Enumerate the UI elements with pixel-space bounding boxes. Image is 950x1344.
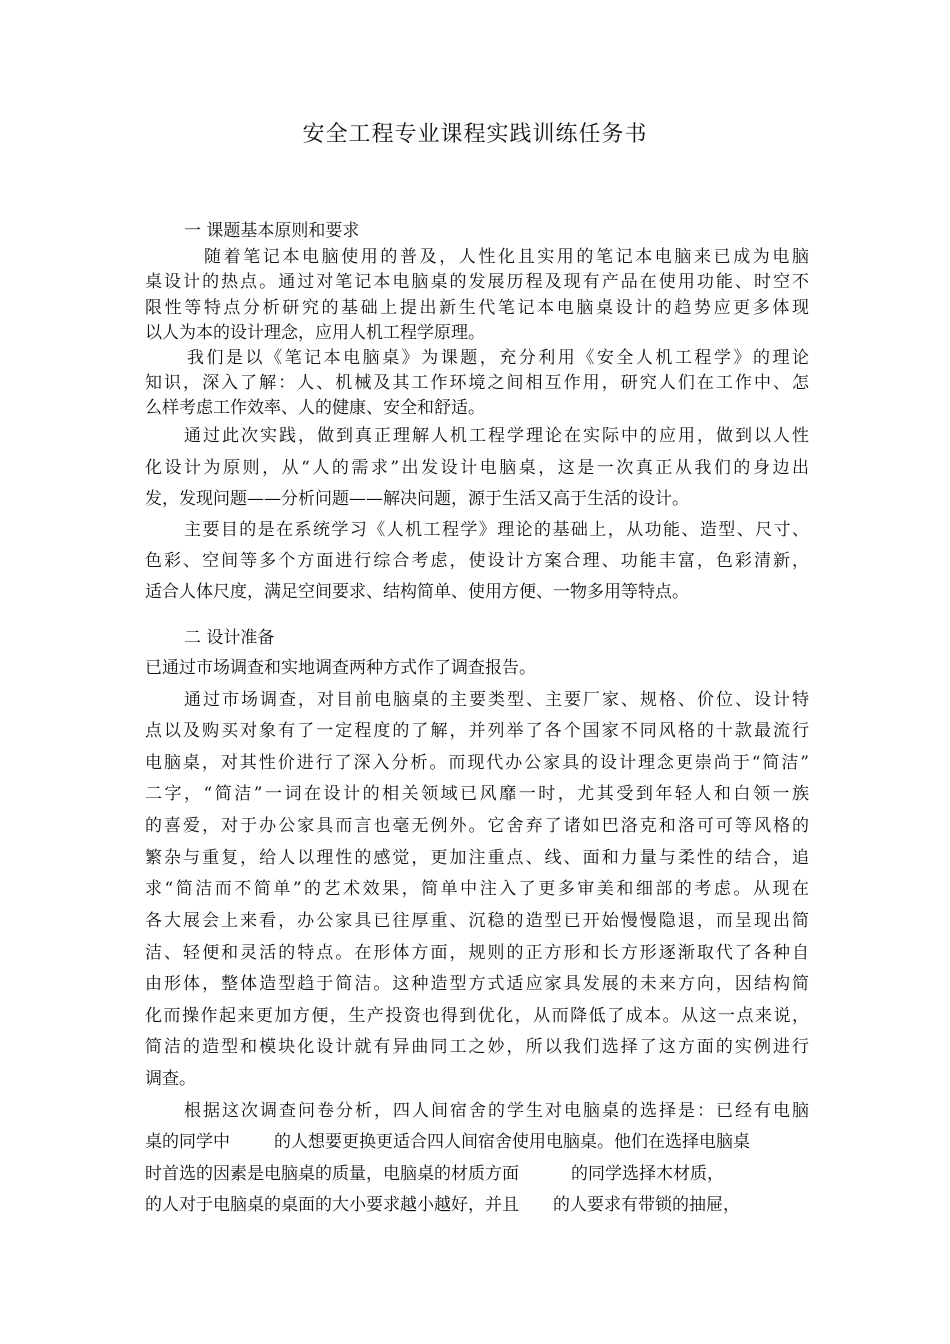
paragraph-line: 繁杂与重复，给人以理性的感觉，更加注重点、线、面和力量与柔性的结合，追: [145, 848, 809, 868]
text-segment: 的人想要更换更适合四人间宿舍使用电脑桌。他们在选择电脑桌: [274, 1132, 750, 1152]
paragraph-line: 二字，“简洁”一词在设计的相关领域已风靡一时，尤其受到年轻人和白领一族: [145, 784, 809, 804]
paragraph-line: 已通过市场调查和实地调查两种方式作了调查报告。: [145, 658, 536, 678]
text-segment: 的人对于电脑桌的桌面的大小要求越小越好，并且: [145, 1195, 519, 1215]
paragraph-line: [145, 1159, 809, 1184]
paragraph-line: 限性等特点分析研究的基础上提出新生代笔记本电脑桌设计的趋势应更多体现: [145, 298, 809, 318]
paragraph-line: 么样考虑工作效率、人的健康、安全和舒适。: [145, 398, 485, 418]
text-segment: 时首选的因素是电脑桌的质量，电脑桌的材质方面: [145, 1164, 519, 1184]
paragraph-line: 电脑桌，对其性价进行了深入分析。而现代办公家具的设计理念更崇尚于“简洁”: [145, 753, 809, 773]
text-segment: 桌的同学中: [145, 1132, 230, 1152]
paragraph-line: [145, 1190, 809, 1215]
paragraph-line: 通过此次实践，做到真正理解人机工程学理论在实际中的应用，做到以人性: [184, 426, 809, 446]
paragraph-line: 点以及购买对象有了一定程度的了解，并列举了各个国家不同风格的十款最流行: [145, 721, 809, 741]
paragraph-line: 调查。: [145, 1069, 196, 1089]
text-segment: 的同学选择木材质，: [571, 1164, 724, 1184]
paragraph-line: 根据这次调查问卷分析，四人间宿舍的学生对电脑桌的选择是：已经有电脑: [184, 1101, 809, 1121]
paragraph-line: 简洁的造型和模块化设计就有异曲同工之妙，所以我们选择了这方面的实例进行: [145, 1037, 809, 1057]
paragraph-line: 主要目的是在系统学习《人机工程学》理论的基础上，从功能、造型、尺寸、: [184, 520, 809, 540]
paragraph-line: 化设计为原则，从“人的需求”出发设计电脑桌，这是一次真正从我们的身边出: [145, 458, 809, 478]
paragraph-line: 通过市场调查，对目前电脑桌的主要类型、主要厂家、规格、价位、设计特: [184, 690, 809, 710]
paragraph-line: 随着笔记本电脑使用的普及，人性化且实用的笔记本电脑来已成为电脑: [204, 247, 809, 267]
paragraph-line: 各大展会上来看，办公家具已往厚重、沉稳的造型已开始慢慢隐退，而呈现出简: [145, 911, 809, 931]
paragraph-line: 适合人体尺度，满足空间要求、结构简单、使用方便、一物多用等特点。: [145, 582, 689, 602]
section-heading-2: 二 设计准备: [184, 628, 275, 648]
page-title: 安全工程专业课程实践训练任务书: [302, 122, 648, 147]
paragraph-line: 色彩、空间等多个方面进行综合考虑，使设计方案合理、功能丰富，色彩清新，: [145, 551, 809, 571]
paragraph-line: [145, 1127, 809, 1152]
paragraph-line: 求“简洁而不简单”的艺术效果，简单中注入了更多审美和细部的考虑。从现在: [145, 879, 809, 899]
text-segment: 的人要求有带锁的抽屉，: [553, 1195, 740, 1215]
paragraph-line: 化而操作起来更加方便，生产投资也得到优化，从而降低了成本。从这一点来说，: [145, 1006, 809, 1026]
section-heading-1: 一 课题基本原则和要求: [184, 221, 360, 241]
paragraph-line: 洁、轻便和灵活的特点。在形体方面，规则的正方形和长方形逐渐取代了各种自: [145, 943, 809, 963]
paragraph-line: 的喜爱，对于办公家具而言也毫无例外。它舍弃了诸如巴洛克和洛可可等风格的: [145, 816, 809, 836]
paragraph-line: 由形体，整体造型趋于简洁。这种造型方式适应家具发展的未来方向，因结构简: [145, 974, 809, 994]
paragraph-line: 桌设计的热点。通过对笔记本电脑桌的发展历程及现有产品在使用功能、时空不: [145, 272, 809, 292]
paragraph-line: 以人为本的设计理念，应用人机工程学原理。: [145, 323, 485, 343]
paragraph-line: 知识，深入了解：人、机械及其工作环境之间相互作用，研究人们在工作中、怎: [145, 373, 809, 393]
paragraph-line: 我们是以《笔记本电脑桌》为课题，充分利用《安全人机工程学》的理论: [187, 348, 809, 368]
paragraph-line: 发，发现问题——分析问题——解决问题，源于生活又高于生活的设计。: [145, 489, 689, 509]
